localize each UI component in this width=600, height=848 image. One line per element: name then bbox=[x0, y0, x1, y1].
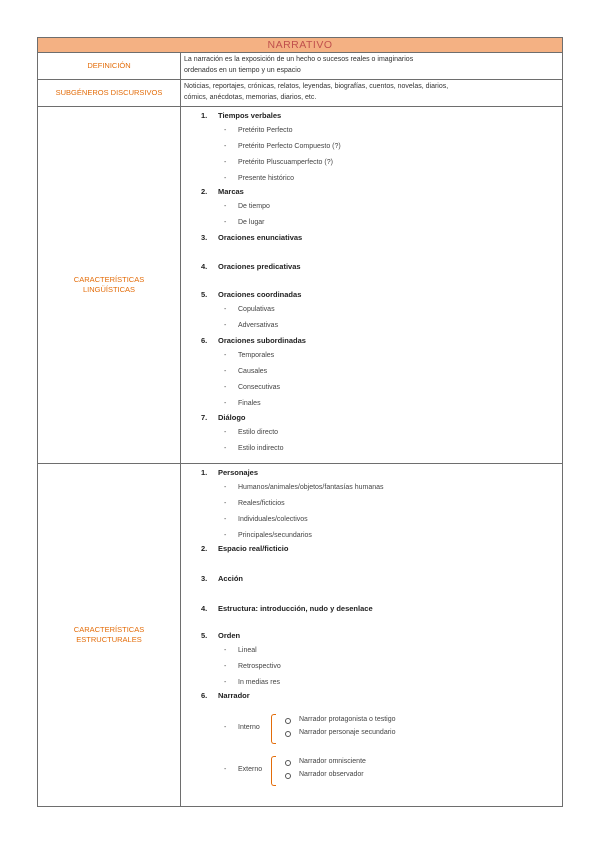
definicion-line: La narración es la exposición de un hecho o sucesos reales o imaginarios bbox=[184, 56, 414, 63]
list-item: Tiempos verbales bbox=[218, 111, 282, 120]
list-item: Oraciones predicativas bbox=[218, 262, 301, 271]
list-number: 3. bbox=[201, 574, 208, 583]
table-row bbox=[38, 53, 563, 80]
sub-item: Temporales bbox=[238, 352, 275, 359]
sub-bullet: - bbox=[224, 445, 227, 452]
sub-item: Principales/secundarios bbox=[238, 532, 312, 539]
narrative-table bbox=[37, 37, 563, 807]
sub-bullet: - bbox=[224, 203, 227, 210]
list-item: Marcas bbox=[218, 187, 244, 196]
sub-item: Consecutivas bbox=[238, 384, 281, 391]
sub-item: Estilo directo bbox=[238, 429, 279, 436]
list-number: 4. bbox=[201, 604, 208, 613]
sub-bullet: - bbox=[224, 352, 227, 359]
subgeneros-line: Noticias, reportajes, crónicas, relatos, leyendas, biografías, cuentos, novelas, diarios, bbox=[184, 83, 449, 90]
list-number: 2. bbox=[201, 544, 208, 553]
sub-bullet: - bbox=[224, 679, 227, 686]
sub-item: Pretérito Perfecto bbox=[238, 127, 293, 134]
narrador-group-label: Interno bbox=[238, 724, 260, 731]
sub-bullet: - bbox=[224, 159, 227, 166]
narrador-option: Narrador observador bbox=[299, 771, 364, 778]
list-number: 6. bbox=[201, 336, 208, 345]
linguisticas-label bbox=[38, 107, 181, 464]
table-row bbox=[38, 107, 563, 464]
sub-bullet: - bbox=[224, 724, 227, 731]
list-number: 7. bbox=[201, 413, 208, 422]
sub-item: Adversativas bbox=[238, 322, 279, 329]
list-item: Personajes bbox=[218, 468, 259, 477]
sub-item: Pretérito Pluscuamperfecto (?) bbox=[238, 159, 333, 166]
sub-item: Copulativas bbox=[238, 306, 275, 313]
sub-bullet: - bbox=[224, 143, 227, 150]
sub-bullet: - bbox=[224, 322, 227, 329]
document-page bbox=[37, 37, 562, 807]
linguisticas-list bbox=[181, 107, 562, 463]
linguisticas-content bbox=[181, 107, 563, 464]
table-row bbox=[38, 464, 563, 807]
list-number: 2. bbox=[201, 187, 208, 196]
table-title: NARRATIVO bbox=[38, 38, 563, 53]
circle-bullet-icon bbox=[285, 718, 291, 724]
definicion-label: DEFINICIÓN bbox=[38, 53, 181, 80]
list-item: Diálogo bbox=[218, 413, 246, 422]
sub-bullet: - bbox=[224, 484, 227, 491]
sub-bullet: - bbox=[224, 429, 227, 436]
sub-item: In medias res bbox=[238, 679, 281, 686]
estructurales-content bbox=[181, 464, 563, 807]
sub-bullet: - bbox=[224, 368, 227, 375]
definicion-line: ordenados en un tiempo y un espacio bbox=[184, 67, 301, 74]
list-number: 5. bbox=[201, 290, 208, 299]
list-item: Espacio real/ficticio bbox=[218, 544, 289, 553]
label-line: ESTRUCTURALES bbox=[76, 635, 142, 644]
circle-bullet-icon bbox=[285, 773, 291, 779]
subgeneros-line: cómics, anécdotas, memorias, diarios, etc. bbox=[184, 94, 317, 101]
list-number: 1. bbox=[201, 468, 208, 477]
circle-bullet-icon bbox=[285, 731, 291, 737]
list-number: 5. bbox=[201, 631, 208, 640]
list-item: Oraciones enunciativas bbox=[218, 233, 303, 242]
circle-bullet-icon bbox=[285, 760, 291, 766]
estructurales-list bbox=[181, 464, 562, 806]
sub-item: Lineal bbox=[238, 647, 257, 654]
label-line: LINGÜÍSTICAS bbox=[82, 285, 136, 294]
sub-bullet: - bbox=[224, 127, 227, 134]
sub-bullet: - bbox=[224, 175, 227, 182]
sub-bullet: - bbox=[224, 500, 227, 507]
table-row bbox=[38, 80, 563, 107]
narrador-option: Narrador personaje secundario bbox=[299, 729, 396, 736]
sub-item: Humanos/animales/objetos/fantasías humanas bbox=[238, 484, 384, 491]
label-line: CARACTERÍSTICAS bbox=[73, 625, 145, 634]
sub-bullet: - bbox=[224, 400, 227, 407]
sub-bullet: - bbox=[224, 532, 227, 539]
list-item: Orden bbox=[218, 631, 241, 640]
list-item: Oraciones coordinadas bbox=[218, 290, 302, 299]
sub-item: Pretérito Perfecto Compuesto (?) bbox=[238, 143, 341, 150]
sub-item: Causales bbox=[238, 368, 268, 375]
label-line: CARACTERÍSTICAS bbox=[73, 275, 145, 284]
sub-bullet: - bbox=[224, 516, 227, 523]
estructurales-label bbox=[38, 464, 181, 807]
sub-bullet: - bbox=[224, 647, 227, 654]
sub-item: Individuales/colectivos bbox=[238, 516, 308, 523]
list-item: Acción bbox=[218, 574, 244, 583]
list-item: Narrador bbox=[218, 691, 250, 700]
sub-bullet: - bbox=[224, 663, 227, 670]
definicion-text bbox=[181, 53, 563, 80]
sub-item: De tiempo bbox=[238, 203, 270, 210]
sub-item: Retrospectivo bbox=[238, 663, 281, 670]
brace-icon bbox=[271, 756, 276, 786]
narrador-group-label: Externo bbox=[238, 766, 263, 773]
list-number: 3. bbox=[201, 233, 208, 242]
sub-item: Presente histórico bbox=[238, 175, 295, 182]
narrador-option: Narrador protagonista o testigo bbox=[299, 716, 396, 723]
sub-bullet: - bbox=[224, 219, 227, 226]
subgeneros-label: SUBGÉNEROS DISCURSIVOS bbox=[38, 80, 181, 107]
brace-icon bbox=[271, 714, 276, 744]
sub-item: Finales bbox=[238, 400, 261, 407]
sub-item: De lugar bbox=[238, 219, 265, 226]
narrador-option: Narrador omnisciente bbox=[299, 758, 366, 765]
sub-bullet: - bbox=[224, 766, 227, 773]
sub-bullet: - bbox=[224, 384, 227, 391]
sub-item: Reales/ficticios bbox=[238, 500, 285, 507]
sub-bullet: - bbox=[224, 306, 227, 313]
list-number: 1. bbox=[201, 111, 208, 120]
subgeneros-text bbox=[181, 80, 563, 107]
list-item: Oraciones subordinadas bbox=[218, 336, 306, 345]
list-number: 4. bbox=[201, 262, 208, 271]
list-item: Estructura: introducción, nudo y desenlace bbox=[218, 604, 373, 613]
sub-item: Estilo indirecto bbox=[238, 445, 284, 452]
list-number: 6. bbox=[201, 691, 208, 700]
